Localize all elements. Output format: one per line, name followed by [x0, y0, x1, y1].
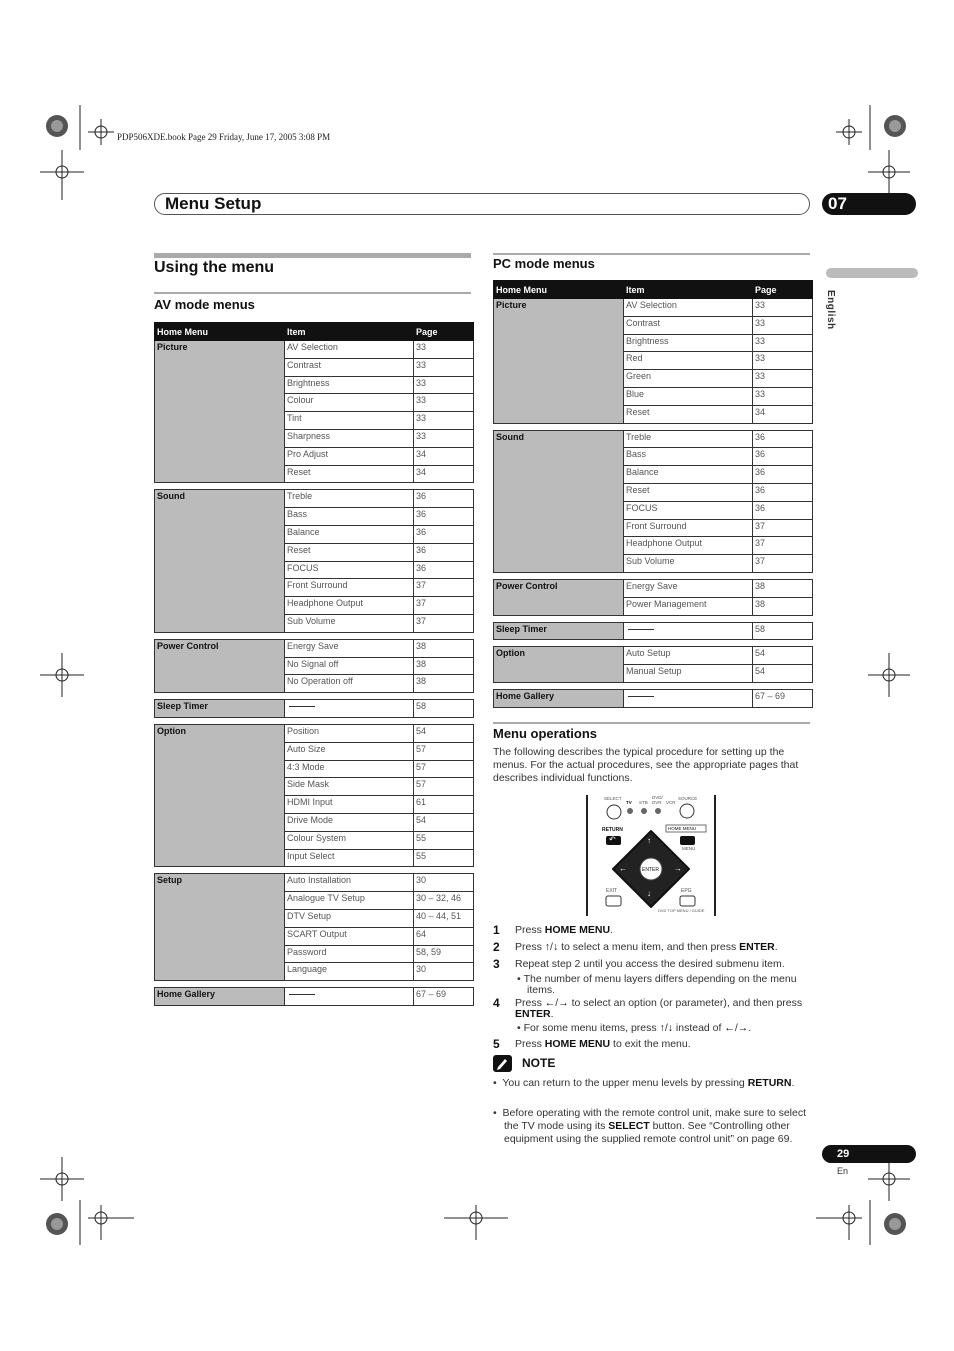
page-title: Menu Setup [165, 194, 262, 213]
menu-item-name: AV Selection [285, 341, 414, 359]
remote-enter-label: ENTER [642, 867, 659, 873]
menu-item-page: 55 [414, 849, 474, 867]
remote-dvd-label: DVD/ [652, 795, 663, 800]
step-3-bullet: • The number of menu layers differs depending on the menu items. [517, 973, 797, 996]
step-4-text: Press ←/→ to select an option (or parameter), and then press ENTER. [515, 997, 803, 1020]
menu-group-power: Power Control [494, 579, 624, 615]
menu-item-name: Sub Volume [624, 555, 753, 573]
menu-item-page: 33 [414, 376, 474, 394]
menu-item-page: 36 [753, 448, 813, 466]
menu-item-page: 38 [414, 675, 474, 693]
menu-group-sound: Sound [494, 430, 624, 572]
menu-item-page: 33 [753, 387, 813, 405]
arrow-right-icon: → [674, 864, 682, 873]
sub-rule [154, 292, 471, 294]
menu-item-name: Reset [285, 543, 414, 561]
col-home-menu: Home Menu [494, 281, 624, 299]
page-number: 29 [837, 1148, 850, 1160]
menu-item-page: 38 [414, 657, 474, 675]
group-spacer [155, 632, 474, 639]
right-arrow-icon: → [737, 1022, 749, 1034]
menu-item-name: Balance [624, 466, 753, 484]
table-row [155, 639, 474, 657]
menu-item-page: 37 [414, 579, 474, 597]
menu-item-name: Brightness [624, 334, 753, 352]
menu-item-page: 37 [414, 614, 474, 632]
dash-line [628, 696, 654, 697]
menu-item-name: FOCUS [285, 561, 414, 579]
col-item: Item [624, 281, 753, 299]
down-arrow-icon: ↓ [667, 1022, 673, 1034]
arrow-left-icon: ← [619, 864, 627, 873]
menu-group-gallery: Home Gallery [155, 988, 285, 1006]
remote-return-label: RETURN [602, 827, 623, 833]
menu-item-page: 36 [414, 543, 474, 561]
pc-mode-title: PC mode menus [493, 256, 595, 271]
menu-item-name: Bass [285, 508, 414, 526]
dash-line [628, 629, 654, 630]
page-language: En [837, 1166, 849, 1176]
file-info: PDP506XDE.book Page 29 Friday, June 17, 2005 3:08 PM [117, 132, 331, 142]
remote-home-menu-label: HOME MENU [668, 826, 696, 831]
menu-item-page: 33 [414, 341, 474, 359]
menu-item-page: 36 [414, 490, 474, 508]
step-number: 3 [493, 957, 500, 971]
menu-item-name: Power Management [624, 597, 753, 615]
dash-line [289, 994, 315, 995]
group-spacer [494, 640, 813, 647]
menu-item-name: DTV Setup [285, 909, 414, 927]
remote-menu-label: MENU [682, 846, 696, 851]
menu-item-page: 67 – 69 [753, 689, 813, 707]
menu-group-picture: Picture [494, 299, 624, 424]
group-spacer [155, 867, 474, 874]
menu-item-name: Red [624, 352, 753, 370]
group-spacer [494, 615, 813, 622]
menu-item-name: Energy Save [624, 579, 753, 597]
menu-item-name: Analogue TV Setup [285, 892, 414, 910]
menu-item-page: 33 [753, 352, 813, 370]
menu-item-page: 54 [753, 647, 813, 665]
av-menu-table [154, 322, 474, 1006]
av-mode-title: AV mode menus [154, 297, 255, 312]
menu-item-name: No Operation off [285, 675, 414, 693]
menu-item-name: Colour [285, 394, 414, 412]
menu-item-page: 57 [414, 760, 474, 778]
menu-item-page: 37 [414, 597, 474, 615]
menu-item-page: 61 [414, 796, 474, 814]
menu-item-name: Treble [285, 490, 414, 508]
menu-item-name: Sharpness [285, 429, 414, 447]
menu-item-page: 57 [414, 742, 474, 760]
menu-item-page: 54 [753, 665, 813, 683]
menu-item-page: 58 [753, 622, 813, 640]
step-2-text: Press ↑/↓ to select a menu item, and then press ENTER. [515, 941, 778, 953]
menu-group-option: Option [155, 724, 285, 866]
menu-item-name: Tint [285, 412, 414, 430]
col-item: Item [285, 323, 414, 341]
note-item-2: • Before operating with the remote control unit, make sure to select the TV mode using its SELECT button. See “Controlling other equipment using the supplied remote control unit” on page 69. [493, 1107, 807, 1145]
menu-item-page: 30 [414, 874, 474, 892]
step-5-text: Press HOME MENU to exit the menu. [515, 1038, 691, 1050]
left-arrow-icon: ← [544, 997, 556, 1009]
remote-source-label: SOURCE [678, 796, 698, 801]
dash-line [289, 706, 315, 707]
ops-rule [493, 722, 810, 724]
menu-item-page: 38 [753, 579, 813, 597]
menu-item-page: 64 [414, 927, 474, 945]
menu-group-option: Option [494, 647, 624, 683]
up-arrow-icon: ↑ [544, 941, 551, 953]
ops-title: Menu operations [493, 726, 598, 741]
menu-item-page: 34 [414, 465, 474, 483]
menu-item-none [285, 988, 414, 1006]
menu-item-page: 33 [753, 299, 813, 317]
table-row [494, 430, 813, 448]
menu-group-picture: Picture [155, 341, 285, 483]
menu-item-name: Position [285, 724, 414, 742]
col-page: Page [414, 323, 474, 341]
menu-item-name: Auto Installation [285, 874, 414, 892]
menu-item-name: 4:3 Mode [285, 760, 414, 778]
menu-item-page: 40 – 44, 51 [414, 909, 474, 927]
menu-item-none [624, 689, 753, 707]
note-icon [493, 1055, 512, 1072]
menu-item-name: Energy Save [285, 639, 414, 657]
remote-select-label: SELECT [604, 796, 622, 801]
group-spacer [494, 682, 813, 689]
section-rule [154, 253, 471, 258]
menu-item-page: 33 [414, 429, 474, 447]
step-number: 2 [493, 940, 500, 954]
group-spacer [494, 572, 813, 579]
remote-exit-label: EXIT [606, 888, 618, 894]
menu-item-page: 33 [414, 358, 474, 376]
menu-item-name: Side Mask [285, 778, 414, 796]
step-number: 1 [493, 923, 500, 937]
menu-item-name: Bass [624, 448, 753, 466]
menu-item-page: 34 [414, 447, 474, 465]
step-number: 5 [493, 1037, 500, 1051]
menu-item-page: 57 [414, 778, 474, 796]
menu-item-page: 30 – 32, 46 [414, 892, 474, 910]
down-arrow-icon: ↓ [552, 941, 559, 953]
menu-group-sleep: Sleep Timer [494, 622, 624, 640]
menu-item-page: 36 [414, 525, 474, 543]
remote-dvr-label: DVR [652, 800, 662, 805]
menu-item-name: Brightness [285, 376, 414, 394]
menu-item-name: FOCUS [624, 501, 753, 519]
menu-item-page: 54 [414, 813, 474, 831]
menu-item-name: Blue [624, 387, 753, 405]
menu-item-page: 33 [753, 334, 813, 352]
menu-item-name: AV Selection [624, 299, 753, 317]
arrow-up-icon: ↑ [647, 836, 651, 845]
menu-item-page: 38 [414, 639, 474, 657]
menu-item-name: Green [624, 370, 753, 388]
menu-item-page: 36 [414, 508, 474, 526]
table-row [494, 622, 813, 640]
step-4-bullet: • For some menu items, press ↑/↓ instead of ←/→. [517, 1022, 752, 1034]
menu-group-power: Power Control [155, 639, 285, 692]
side-tab-bar [826, 268, 918, 278]
col-page: Page [753, 281, 813, 299]
menu-item-none [624, 622, 753, 640]
menu-item-name: Front Surround [624, 519, 753, 537]
menu-item-name: Headphone Output [624, 537, 753, 555]
ops-intro: The following describes the typical procedure for setting up the menus. For the actual procedures, see the appropriate pages that describes individual functions. [493, 746, 799, 784]
group-spacer [155, 693, 474, 700]
menu-item-name: Headphone Output [285, 597, 414, 615]
col-home-menu: Home Menu [155, 323, 285, 341]
menu-item-page: 37 [753, 519, 813, 537]
table-row [155, 700, 474, 718]
table-row [155, 988, 474, 1006]
menu-item-page: 36 [414, 561, 474, 579]
menu-group-sound: Sound [155, 490, 285, 632]
remote-illustration [586, 795, 716, 916]
menu-item-page: 38 [753, 597, 813, 615]
table-row [155, 724, 474, 742]
menu-item-name: HDMI Input [285, 796, 414, 814]
menu-item-page: 33 [414, 412, 474, 430]
table-row [155, 490, 474, 508]
step-3-text: Repeat step 2 until you access the desired submenu item. [515, 958, 785, 970]
menu-item-name: Auto Size [285, 742, 414, 760]
table-row [494, 689, 813, 707]
arrow-down-icon: ↓ [647, 889, 651, 898]
menu-item-page: 36 [753, 483, 813, 501]
menu-item-name: Manual Setup [624, 665, 753, 683]
menu-item-name: Balance [285, 525, 414, 543]
step-number: 4 [493, 996, 500, 1010]
note-title: NOTE [522, 1056, 556, 1070]
menu-item-name: Pro Adjust [285, 447, 414, 465]
table-row [494, 647, 813, 665]
return-icon: ↶ [609, 835, 616, 844]
pc-rule [493, 253, 810, 255]
menu-item-page: 37 [753, 537, 813, 555]
menu-item-name: Contrast [624, 316, 753, 334]
group-spacer [494, 423, 813, 430]
remote-stb-label: STB [639, 800, 648, 805]
table-row [155, 341, 474, 359]
menu-item-name: SCART Output [285, 927, 414, 945]
table-row [494, 299, 813, 317]
menu-item-name: Drive Mode [285, 813, 414, 831]
menu-item-page: 34 [753, 405, 813, 423]
menu-item-name: Input Select [285, 849, 414, 867]
section-title: Using the menu [154, 259, 275, 276]
menu-item-page: 36 [753, 466, 813, 484]
menu-item-page: 58 [414, 700, 474, 718]
menu-item-page: 33 [753, 370, 813, 388]
menu-item-name: Front Surround [285, 579, 414, 597]
menu-item-page: 33 [414, 394, 474, 412]
menu-item-name: Reset [285, 465, 414, 483]
menu-item-page: 58, 59 [414, 945, 474, 963]
menu-item-name: Contrast [285, 358, 414, 376]
remote-epg-label: EPG [681, 888, 692, 894]
table-row [494, 579, 813, 597]
remote-guide-label: DVD TOP MENU / GUIDE [658, 908, 705, 913]
menu-item-name: Reset [624, 405, 753, 423]
pc-menu-table [493, 280, 813, 708]
menu-item-name: Auto Setup [624, 647, 753, 665]
menu-item-page: 67 – 69 [414, 988, 474, 1006]
menu-item-name: Password [285, 945, 414, 963]
side-tab-language: English [825, 290, 836, 330]
menu-item-page: 36 [753, 501, 813, 519]
note-item-1: • You can return to the upper menu levels by pressing RETURN. [493, 1077, 795, 1089]
menu-item-none [285, 700, 414, 718]
menu-group-sleep: Sleep Timer [155, 700, 285, 718]
menu-item-name: Reset [624, 483, 753, 501]
menu-item-name: No Signal off [285, 657, 414, 675]
right-arrow-icon: → [558, 997, 569, 1009]
menu-item-page: 36 [753, 430, 813, 448]
menu-item-page: 55 [414, 831, 474, 849]
up-arrow-icon: ↑ [659, 1022, 665, 1034]
group-spacer [155, 981, 474, 988]
menu-item-page: 33 [753, 316, 813, 334]
table-row [155, 874, 474, 892]
menu-item-page: 54 [414, 724, 474, 742]
menu-item-page: 37 [753, 555, 813, 573]
step-1-text: Press HOME MENU. [515, 924, 614, 936]
menu-item-name: Sub Volume [285, 614, 414, 632]
left-arrow-icon: ← [724, 1022, 735, 1034]
menu-item-page: 30 [414, 963, 474, 981]
group-spacer [155, 483, 474, 490]
chapter-number: 07 [828, 194, 847, 213]
menu-item-name: Language [285, 963, 414, 981]
menu-item-name: Colour System [285, 831, 414, 849]
menu-group-setup: Setup [155, 874, 285, 981]
group-spacer [155, 717, 474, 724]
remote-vcr-label: VCR [666, 800, 676, 805]
remote-tv-label: TV [626, 800, 632, 805]
menu-group-gallery: Home Gallery [494, 689, 624, 707]
menu-item-name: Treble [624, 430, 753, 448]
